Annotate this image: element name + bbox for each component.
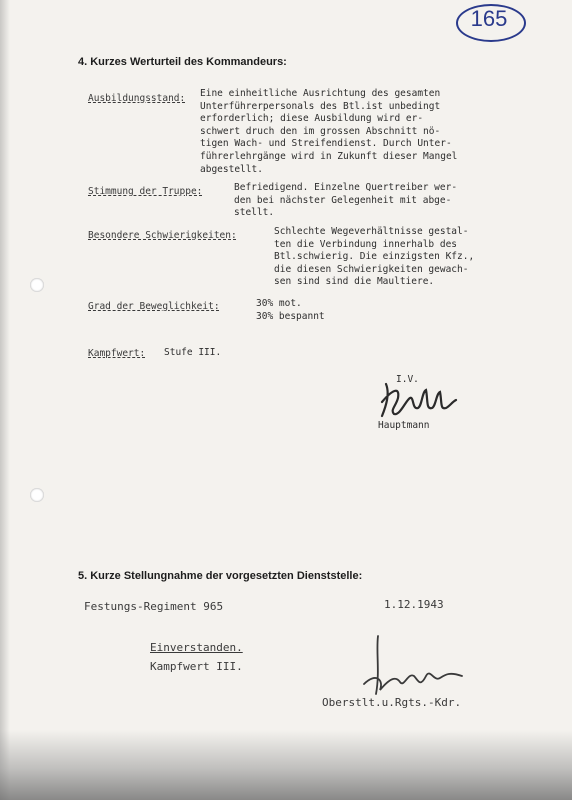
document-date: 1.12.1943 xyxy=(384,598,444,611)
beweglichkeit-text: 30% mot. 30% bespannt xyxy=(256,298,325,322)
regiment-commander-rank: Oberstlt.u.Rgts.-Kdr. xyxy=(322,696,462,709)
regiment-name: Festungs-Regiment 965 xyxy=(84,600,224,613)
kampfwert-value: Stufe III. xyxy=(164,347,222,358)
section4-heading: 4. Kurzes Werturteil des Kommandeurs: xyxy=(78,56,287,68)
stimmung-text: Befriedigend. Einzelne Quertreiber wer- den bei nächster Gelegenheit mit abge- stellt. xyxy=(234,182,458,219)
iv-label: I.V. xyxy=(396,374,419,385)
ausbildung-label: Ausbildungsstand: xyxy=(88,93,186,104)
kampfwert-confirmation: Kampfwert III. xyxy=(150,660,243,673)
scan-bottom-shadow xyxy=(0,730,572,800)
schwierigkeiten-label: Besondere Schwierigkeiten: xyxy=(88,230,237,241)
regiment-commander-signature xyxy=(350,632,480,702)
commander-signature xyxy=(376,380,466,420)
beweglichkeit-label: Grad der Beweglichkeit: xyxy=(88,301,220,312)
schwierigkeiten-text: Schlechte Wegeverhältnisse gestal- ten die Verbindung innerhalb des Btl.schwierig. Die einzigsten Kfz., die diesen Schwierigkeiten gewach- sen sind sind die Maultiere. xyxy=(274,226,475,288)
ausbildung-text: Eine einheitliche Ausrichtung des gesamten Unterführerpersonals des Btl.ist unbedingt erforderlich; diese Ausbildung wird er- schwert druch den im grossen Abschnitt nö- tigen Wach- und Streifendienst. Durch Unter- führerlehrgänge wird in Zukunft dieser Mangel abgestellt. xyxy=(200,88,458,175)
punch-hole-bottom xyxy=(30,488,44,502)
commander-rank: Hauptmann xyxy=(378,420,430,431)
scan-left-shadow xyxy=(0,0,10,800)
punch-hole-top xyxy=(30,278,44,292)
section5-heading: 5. Kurze Stellungnahme der vorgesetzten Dienststelle: xyxy=(78,570,363,582)
agreed-text: Einverstanden. xyxy=(150,641,243,654)
page-number: 165 xyxy=(470,6,508,31)
stimmung-label: Stimmung der Truppe: xyxy=(88,186,203,197)
kampfwert-label: Kampfwert: xyxy=(88,348,146,359)
